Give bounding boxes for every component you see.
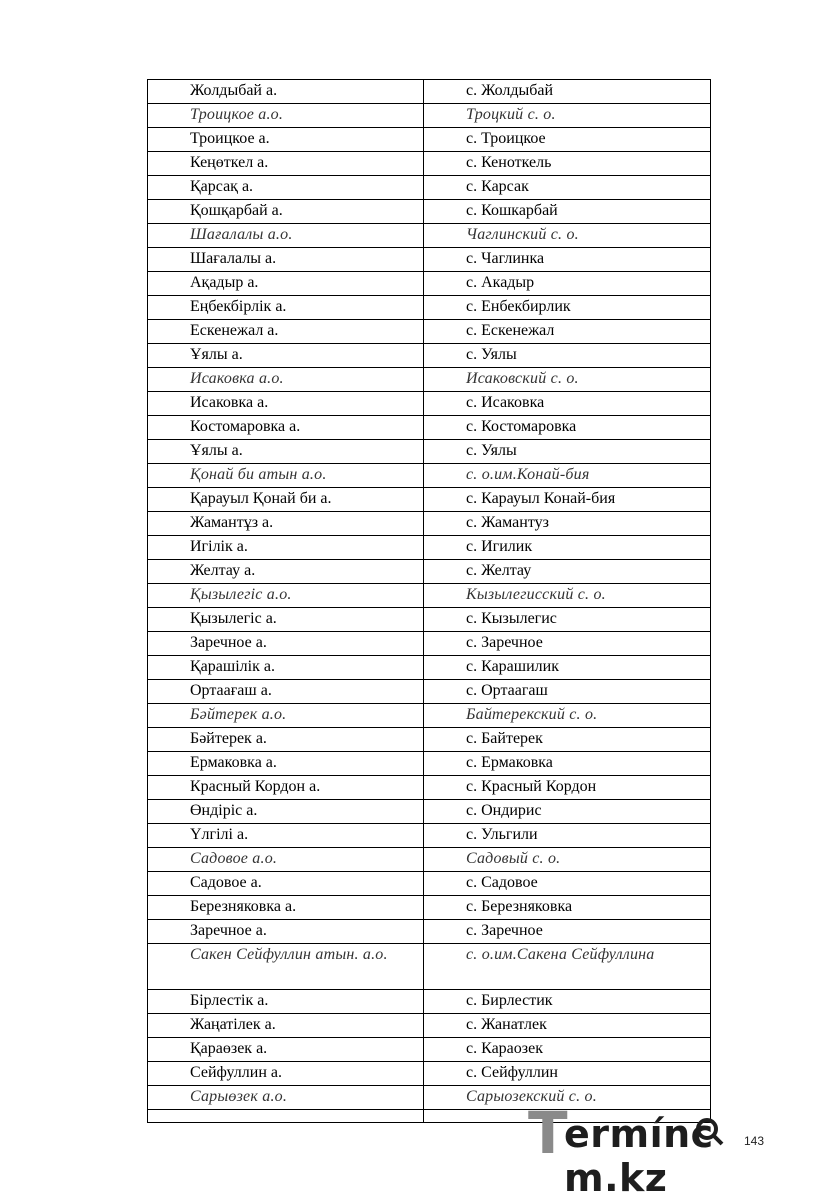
kazakh-name-cell: Троицкое а. xyxy=(148,128,424,152)
kazakh-name-cell: Бәйтерек а. xyxy=(148,728,424,752)
table-row xyxy=(148,872,711,896)
settlement-names-table xyxy=(147,79,711,1123)
page-number: 143 xyxy=(744,1134,765,1148)
table-row xyxy=(148,944,711,990)
table-row xyxy=(148,296,711,320)
russian-name-cell: с. Уялы xyxy=(424,344,711,368)
russian-name-cell: с. Енбекбирлик xyxy=(424,296,711,320)
table-row xyxy=(148,248,711,272)
kazakh-name-cell: Жаңатілек а. xyxy=(148,1014,424,1038)
logo-wordmark xyxy=(564,1112,818,1200)
russian-name-cell: с. Бирлестик xyxy=(424,990,711,1014)
table-row xyxy=(148,128,711,152)
kazakh-name-cell: Кеңөткел а. xyxy=(148,152,424,176)
russian-name-cell: с. Акадыр xyxy=(424,272,711,296)
table-row xyxy=(148,896,711,920)
kazakh-name-cell: Костомаровка а. xyxy=(148,416,424,440)
kazakh-name-cell: Еңбекбірлік а. xyxy=(148,296,424,320)
table-row xyxy=(148,440,711,464)
table-row xyxy=(148,1038,711,1062)
logo-text-part1: ermínc xyxy=(564,1112,714,1156)
russian-name-cell: Троцкий с. о. xyxy=(424,104,711,128)
russian-name-cell: с. Ескенежал xyxy=(424,320,711,344)
table-body xyxy=(148,80,711,1123)
termincom-logo xyxy=(528,1098,818,1200)
russian-name-cell: Садовый с. о. xyxy=(424,848,711,872)
russian-name-cell: с. Кошкарбай xyxy=(424,200,711,224)
kazakh-name-cell: Исаковка а.о. xyxy=(148,368,424,392)
russian-name-cell: с. Ульгили xyxy=(424,824,711,848)
table-row xyxy=(148,848,711,872)
table-row xyxy=(148,344,711,368)
kazakh-name-cell: Ермаковка а. xyxy=(148,752,424,776)
kazakh-name-cell: Қарашілік а. xyxy=(148,656,424,680)
russian-name-cell: Кызылегисский с. о. xyxy=(424,584,711,608)
russian-name-cell: с. Исаковка xyxy=(424,392,711,416)
kazakh-name-cell: Ұялы а. xyxy=(148,344,424,368)
table-row xyxy=(148,776,711,800)
kazakh-name-cell: Ақадыр а. xyxy=(148,272,424,296)
russian-name-cell: с. Красный Кордон xyxy=(424,776,711,800)
russian-name-cell: с. Троицкое xyxy=(424,128,711,152)
table-row xyxy=(148,752,711,776)
kazakh-name-cell: Игілік а. xyxy=(148,536,424,560)
russian-name-cell: с. Чаглинка xyxy=(424,248,711,272)
kazakh-name-cell: Ортаағаш а. xyxy=(148,680,424,704)
russian-name-cell: с. Карауыл Конай-бия xyxy=(424,488,711,512)
russian-name-cell: с. Заречное xyxy=(424,920,711,944)
table-row xyxy=(148,320,711,344)
kazakh-name-cell: Қошқарбай а. xyxy=(148,200,424,224)
table-row xyxy=(148,416,711,440)
russian-name-cell: с. Жанатлек xyxy=(424,1014,711,1038)
table-row xyxy=(148,1014,711,1038)
table-row xyxy=(148,728,711,752)
kazakh-name-cell: Желтау а. xyxy=(148,560,424,584)
table-row xyxy=(148,200,711,224)
russian-name-cell: с. Березняковка xyxy=(424,896,711,920)
kazakh-name-cell: Қарауыл Қонай би а. xyxy=(148,488,424,512)
table-row xyxy=(148,704,711,728)
table-row xyxy=(148,824,711,848)
kazakh-name-cell: Красный Кордон а. xyxy=(148,776,424,800)
table-row xyxy=(148,224,711,248)
russian-name-cell: с. Желтау xyxy=(424,560,711,584)
russian-name-cell: Исаковский с. о. xyxy=(424,368,711,392)
magnifier-icon xyxy=(694,1116,724,1146)
kazakh-name-cell: Сейфуллин а. xyxy=(148,1062,424,1086)
russian-name-cell: Байтерекский с. о. xyxy=(424,704,711,728)
kazakh-name-cell: Исаковка а. xyxy=(148,392,424,416)
russian-name-cell: Сарыозекский с. о. xyxy=(424,1086,711,1110)
kazakh-name-cell: Қарсақ а. xyxy=(148,176,424,200)
russian-name-cell: с. Жолдыбай xyxy=(424,80,711,104)
table-row xyxy=(148,464,711,488)
russian-name-cell: с. Байтерек xyxy=(424,728,711,752)
table-row xyxy=(148,104,711,128)
kazakh-name-cell: Бірлестік а. xyxy=(148,990,424,1014)
table-row xyxy=(148,392,711,416)
kazakh-name-cell: Қызылегіс а.о. xyxy=(148,584,424,608)
table-row xyxy=(148,680,711,704)
russian-name-cell: с. Ортаагаш xyxy=(424,680,711,704)
kazakh-name-cell: Үлгілі а. xyxy=(148,824,424,848)
kazakh-name-cell: Қызылегіс а. xyxy=(148,608,424,632)
kazakh-name-cell: Ұялы а. xyxy=(148,440,424,464)
russian-name-cell: с. Костомаровка xyxy=(424,416,711,440)
russian-name-cell: с. Сейфуллин xyxy=(424,1062,711,1086)
table-row xyxy=(148,608,711,632)
kazakh-name-cell: Бәйтерек а.о. xyxy=(148,704,424,728)
table-row xyxy=(148,488,711,512)
table-row xyxy=(148,920,711,944)
table-row xyxy=(148,272,711,296)
table-row xyxy=(148,584,711,608)
logo-letter-t: T xyxy=(528,1099,568,1167)
russian-name-cell: Чаглинский с. о. xyxy=(424,224,711,248)
table-row xyxy=(148,632,711,656)
russian-name-cell: с. о.им.Конай-бия xyxy=(424,464,711,488)
table-row xyxy=(148,512,711,536)
russian-name-cell: с. о.им.Сакена Сейфуллина xyxy=(424,944,711,990)
table-row xyxy=(148,80,711,104)
russian-name-cell: с. Уялы xyxy=(424,440,711,464)
table-row xyxy=(148,800,711,824)
kazakh-name-cell: Қонай би атын а.о. xyxy=(148,464,424,488)
kazakh-name-cell: Қараөзек а. xyxy=(148,1038,424,1062)
table-row xyxy=(148,152,711,176)
russian-name-cell: с. Карашилик xyxy=(424,656,711,680)
kazakh-name-cell: Сакен Сейфуллин атын. а.о. xyxy=(148,944,424,990)
russian-name-cell: с. Игилик xyxy=(424,536,711,560)
table-row xyxy=(148,656,711,680)
table-row xyxy=(148,536,711,560)
kazakh-name-cell: Сарыөзек а.о. xyxy=(148,1086,424,1110)
kazakh-name-cell: Шағалалы а. xyxy=(148,248,424,272)
kazakh-name-cell: Троицкое а.о. xyxy=(148,104,424,128)
kazakh-name-cell: Березняковка а. xyxy=(148,896,424,920)
table-row xyxy=(148,990,711,1014)
kazakh-name-cell: Жолдыбай а. xyxy=(148,80,424,104)
russian-name-cell: с. Жамантуз xyxy=(424,512,711,536)
russian-name-cell: с. Кызылегис xyxy=(424,608,711,632)
russian-name-cell: с. Садовое xyxy=(424,872,711,896)
table-row xyxy=(148,368,711,392)
table-row xyxy=(148,176,711,200)
russian-name-cell: с. Ондирис xyxy=(424,800,711,824)
table-row xyxy=(148,1062,711,1086)
kazakh-name-cell: Өндіріс а. xyxy=(148,800,424,824)
russian-name-cell: с. Кеноткель xyxy=(424,152,711,176)
empty-cell xyxy=(148,1110,424,1123)
russian-name-cell: с. Караозек xyxy=(424,1038,711,1062)
kazakh-name-cell: Ескенежал а. xyxy=(148,320,424,344)
russian-name-cell: с. Карсак xyxy=(424,176,711,200)
logo-text-part2: m.kz xyxy=(564,1156,668,1200)
kazakh-name-cell: Садовое а. xyxy=(148,872,424,896)
kazakh-name-cell: Заречное а. xyxy=(148,920,424,944)
russian-name-cell: с. Ермаковка xyxy=(424,752,711,776)
table-row xyxy=(148,560,711,584)
kazakh-name-cell: Жамантұз а. xyxy=(148,512,424,536)
kazakh-name-cell: Шағалалы а.о. xyxy=(148,224,424,248)
kazakh-name-cell: Заречное а. xyxy=(148,632,424,656)
russian-name-cell: с. Заречное xyxy=(424,632,711,656)
kazakh-name-cell: Садовое а.о. xyxy=(148,848,424,872)
